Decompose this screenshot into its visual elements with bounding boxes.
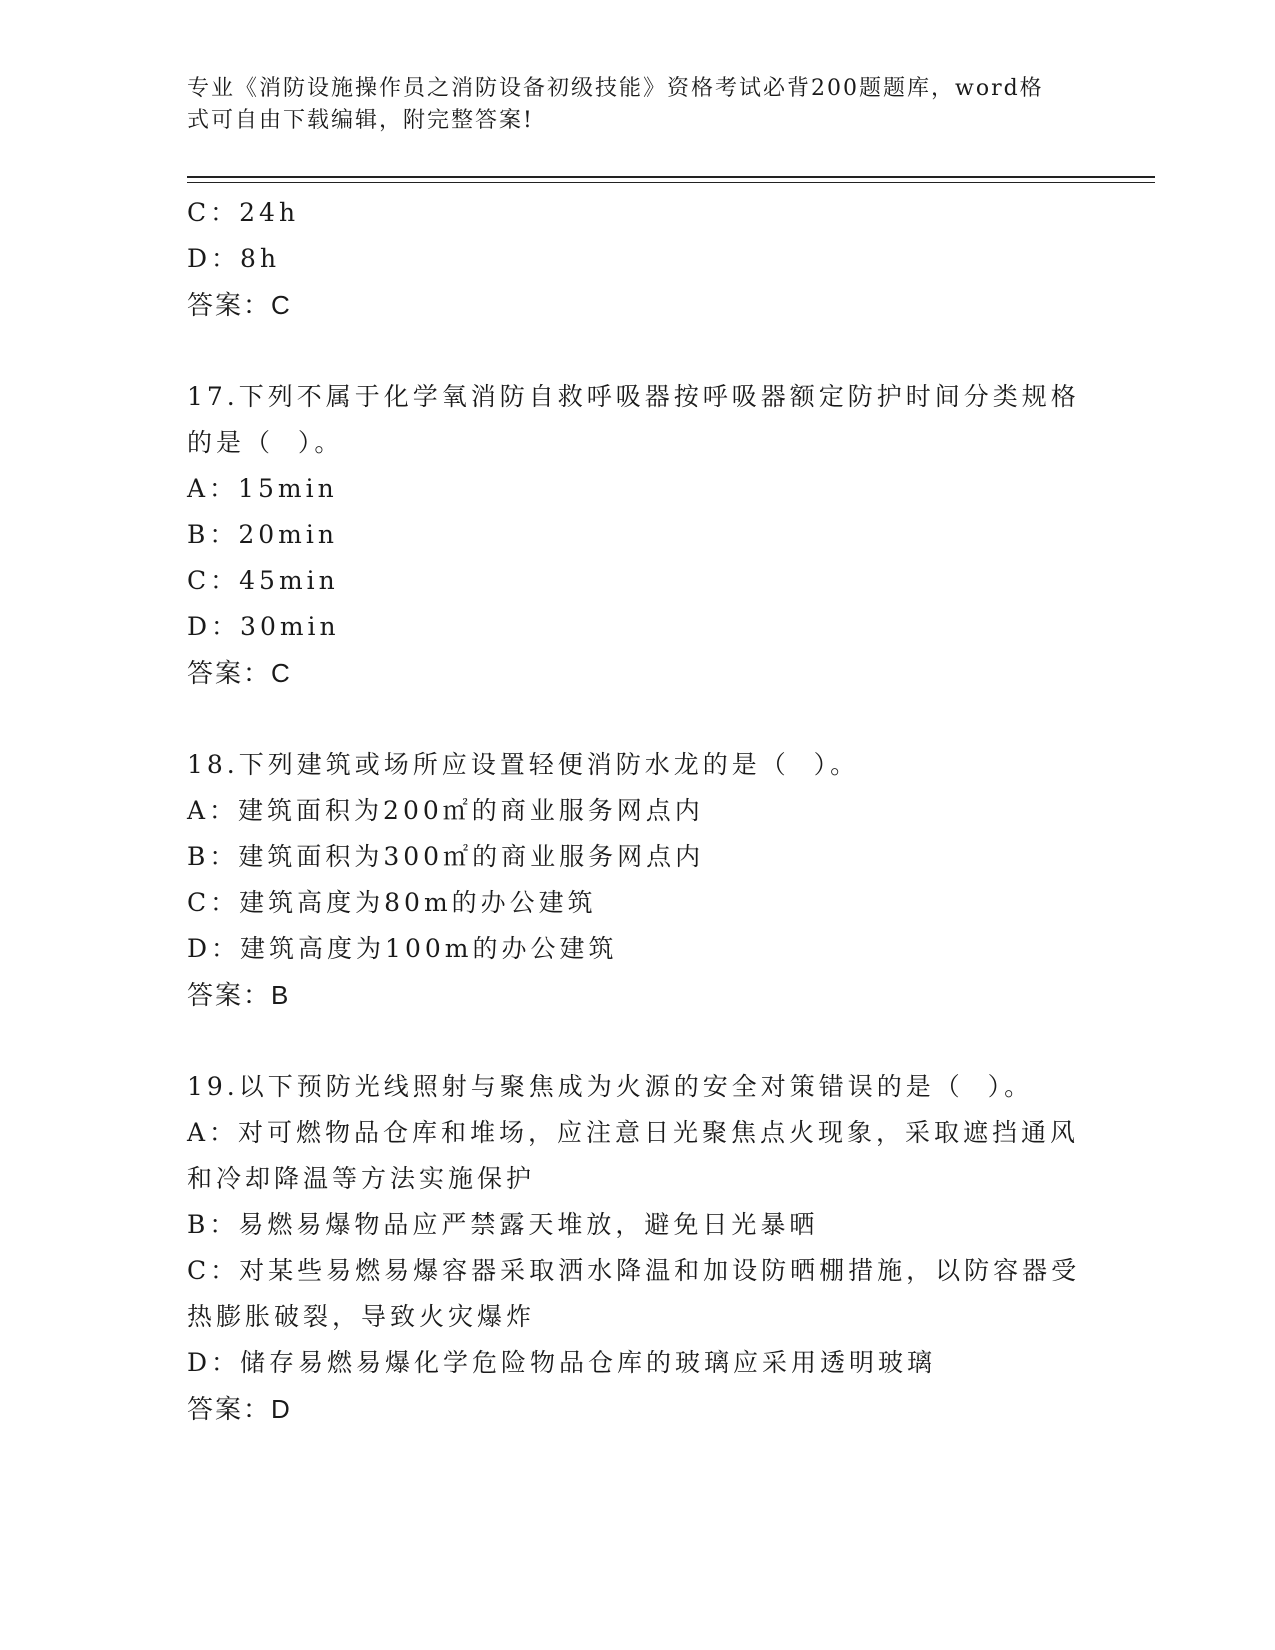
option-c: C：建筑高度为80m的办公建筑 <box>187 888 597 917</box>
option-d: D：储存易燃易爆化学危险物品仓库的玻璃应采用透明玻璃 <box>187 1348 937 1377</box>
option-c-continued: 热膨胀破裂，导致火灾爆炸 <box>187 1302 536 1331</box>
option-b: B：易燃易爆物品应严禁露天堆放，避免日光暴晒 <box>187 1210 819 1239</box>
header-line-1: 专业《消防设施操作员之消防设备初级技能》资格考试必背200题题库，word格 <box>187 76 1044 101</box>
option-a: A：对可燃物品仓库和堆场，应注意日光聚焦点火现象，采取遮挡通风 <box>187 1118 1080 1147</box>
question-18 <box>187 742 1087 1018</box>
header-divider-thick <box>187 176 1155 178</box>
answer-line: 答案：D <box>187 1394 292 1424</box>
option-b: B：20min <box>187 520 338 549</box>
option-c: C：对某些易燃易爆容器采取洒水降温和加设防晒棚措施，以防容器受 <box>187 1256 1081 1285</box>
option-c: C：45min <box>187 566 339 595</box>
question-16-continuation <box>187 190 1087 328</box>
question-stem: 17.下列不属于化学氧消防自救呼吸器按呼吸器额定防护时间分类规格 <box>187 382 1080 411</box>
answer-line: 答案：C <box>187 658 292 688</box>
answer-line: 答案：C <box>187 290 292 320</box>
option-b: B：建筑面积为300㎡的商业服务网点内 <box>187 842 705 871</box>
question-19 <box>187 1064 1087 1432</box>
option-d: D：建筑高度为100m的办公建筑 <box>187 934 618 963</box>
question-stem: 的是（ ）。 <box>187 428 344 457</box>
option-d: D：30min <box>187 612 340 641</box>
question-stem: 19.以下预防光线照射与聚焦成为火源的安全对策错误的是（ ）。 <box>187 1072 1034 1101</box>
answer-line: 答案：B <box>187 980 291 1010</box>
option-a-continued: 和冷却降温等方法实施保护 <box>187 1164 536 1193</box>
header-line-2: 式可自由下载编辑，附完整答案! <box>187 108 534 133</box>
header-divider-thin <box>187 182 1155 183</box>
option-c: C：24h <box>187 198 300 227</box>
question-stem: 18.下列建筑或场所应设置轻便消防水龙的是（ ）。 <box>187 750 860 779</box>
option-a: A：建筑面积为200㎡的商业服务网点内 <box>187 796 704 825</box>
option-d: D：8h <box>187 244 281 273</box>
document-body <box>187 190 1087 1432</box>
question-17 <box>187 374 1087 696</box>
option-a: A：15min <box>187 474 338 503</box>
document-header <box>187 73 1067 137</box>
